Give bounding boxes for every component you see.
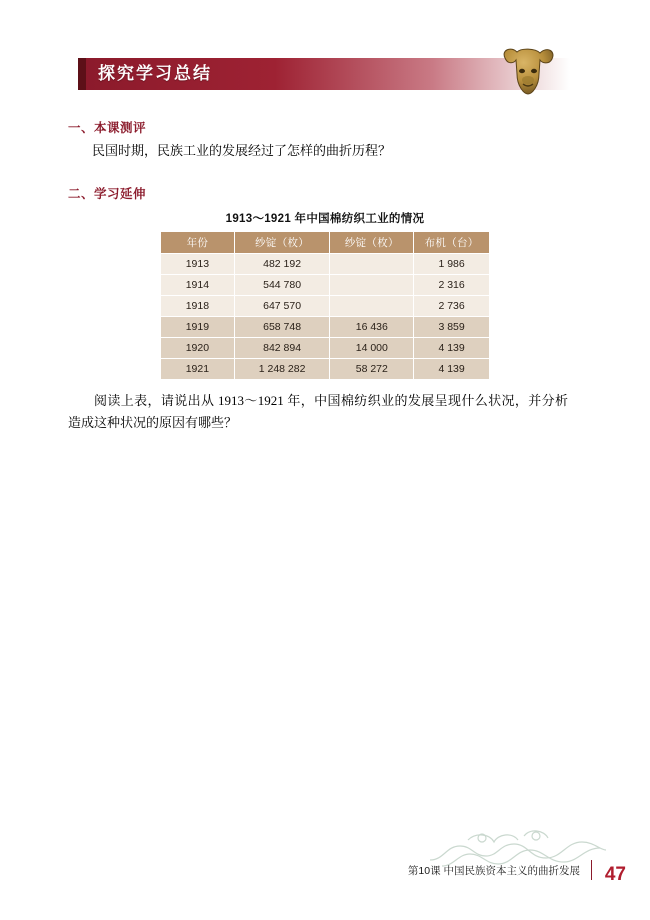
table-cell: 1921 bbox=[161, 359, 235, 380]
section-heading-2: 二、学习延伸 bbox=[68, 187, 147, 201]
table-cell: 647 570 bbox=[234, 296, 330, 317]
table-cell bbox=[330, 296, 414, 317]
cotton-industry-table bbox=[160, 231, 490, 380]
table-cell: 482 192 bbox=[234, 254, 330, 275]
table-cell: 842 894 bbox=[234, 338, 330, 359]
table-cell bbox=[330, 275, 414, 296]
table-cell: 58 272 bbox=[330, 359, 414, 380]
table-cell: 14 000 bbox=[330, 338, 414, 359]
table-cell: 4 139 bbox=[414, 338, 490, 359]
page-number: 47 bbox=[604, 864, 626, 885]
table-cell: 1914 bbox=[161, 275, 235, 296]
table-cell bbox=[330, 254, 414, 275]
table-cell: 3 859 bbox=[414, 317, 490, 338]
table-cell: 1919 bbox=[161, 317, 235, 338]
table-cell: 1 248 282 bbox=[234, 359, 330, 380]
table-cell: 4 139 bbox=[414, 359, 490, 380]
table-row bbox=[161, 296, 490, 317]
table-cell: 1 986 bbox=[414, 254, 490, 275]
bronze-ox-head-ornament-icon bbox=[497, 40, 559, 102]
footer-separator bbox=[591, 860, 593, 880]
table-header-row bbox=[161, 232, 490, 254]
banner-title: 探究学习总结 bbox=[98, 64, 212, 83]
table-header-cell: 纱锭（枚） bbox=[234, 232, 330, 254]
section-heading-1: 一、本课测评 bbox=[68, 121, 147, 135]
table-cell: 2 316 bbox=[414, 275, 490, 296]
table-cell: 1918 bbox=[161, 296, 235, 317]
table-cell: 16 436 bbox=[330, 317, 414, 338]
section-paragraph-1: 民国时期，民族工业的发展经过了怎样的曲折历程？ bbox=[92, 143, 392, 158]
table-title: 1913～1921 年中国棉纺织工业的情况 bbox=[225, 213, 425, 225]
table-cell: 2 736 bbox=[414, 296, 490, 317]
table-row bbox=[161, 275, 490, 296]
section-paragraph-2: 阅读上表，请说出从 1913～1921 年，中国棉纺织业的发展呈现什么状况，并分析造成这种状况的原因有哪些？ bbox=[68, 393, 568, 430]
footer-lesson-title: 第10课 中国民族资本主义的曲折发展 bbox=[407, 865, 580, 877]
table-header-cell: 纱锭（枚） bbox=[330, 232, 414, 254]
table-row bbox=[161, 359, 490, 380]
table-cell: 544 780 bbox=[234, 275, 330, 296]
banner-left-accent bbox=[78, 58, 86, 90]
table-header-cell: 年份 bbox=[161, 232, 235, 254]
table-cell: 1920 bbox=[161, 338, 235, 359]
table-header-cell: 布机（台） bbox=[414, 232, 490, 254]
table-row bbox=[161, 317, 490, 338]
table-cell: 1913 bbox=[161, 254, 235, 275]
table-cell: 658 748 bbox=[234, 317, 330, 338]
table-row bbox=[161, 338, 490, 359]
table-row bbox=[161, 254, 490, 275]
